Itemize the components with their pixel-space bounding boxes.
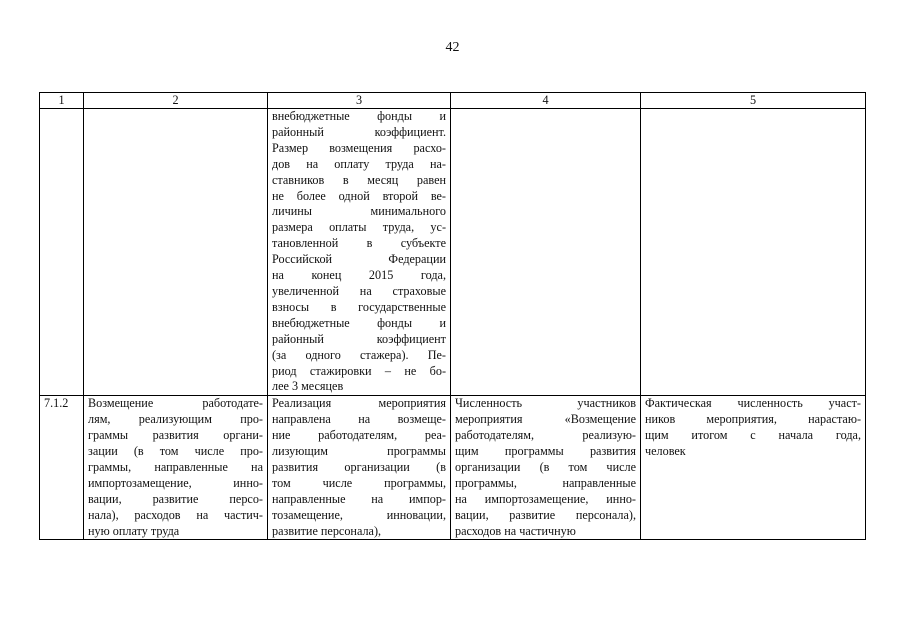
cell-text-line: Реализация мероприятия bbox=[272, 396, 446, 411]
cell-text-line: человек bbox=[645, 444, 686, 459]
cell-measure-name bbox=[84, 396, 268, 540]
cell-text-line: Численность участников bbox=[455, 396, 636, 411]
cell-text-line: районный коэффициент. bbox=[272, 124, 446, 139]
cell-text-line: организации (в том числе bbox=[455, 459, 636, 474]
cell-text-line: увеличенной на страховые bbox=[272, 283, 446, 298]
cell-text-line: ников мероприятия, нарастаю- bbox=[645, 412, 861, 427]
table-header-row bbox=[40, 93, 866, 109]
cell-method bbox=[641, 396, 866, 540]
table-row bbox=[40, 109, 866, 396]
cell-text-line: импортозамещение, инно- bbox=[88, 475, 263, 490]
cell-text-line: не более одной второй ве- bbox=[272, 188, 446, 203]
cell-text-line: размера оплаты труда, ус- bbox=[272, 220, 446, 235]
cell-text-line: направленные на импор- bbox=[272, 491, 446, 506]
cell-text-line: ную оплату труда bbox=[88, 523, 180, 538]
cell-text-line: внебюджетные фонды и bbox=[272, 315, 446, 330]
cell-text-line: программы, направленные bbox=[455, 475, 636, 490]
cell-description bbox=[268, 396, 451, 540]
cell-indicator bbox=[451, 396, 641, 540]
page-number: 42 bbox=[445, 40, 460, 55]
row-number bbox=[40, 109, 84, 396]
cell-text-line: расходов на частичную bbox=[455, 523, 576, 538]
table-row bbox=[40, 396, 866, 540]
cell-text-line: Размер возмещения расхо- bbox=[272, 140, 446, 155]
cell-text-line: личины минимального bbox=[272, 204, 446, 219]
cell-method bbox=[641, 109, 866, 396]
cell-text-line: ние работодателям, реа- bbox=[272, 428, 446, 443]
cell-text-line: Российской Федерации bbox=[272, 252, 446, 267]
cell-text-line: Фактическая численность участ- bbox=[645, 396, 861, 411]
column-header-4: 4 bbox=[451, 93, 641, 109]
cell-text-line: дов на оплату труда на- bbox=[272, 156, 446, 171]
cell-text-line: внебюджетные фонды и bbox=[272, 109, 446, 123]
cell-text-line: развитие персонала), bbox=[272, 523, 382, 538]
cell-text-line: нала), расходов на частич- bbox=[88, 507, 263, 522]
cell-text-line: ставников в месяц равен bbox=[272, 172, 446, 187]
column-header-5: 5 bbox=[641, 93, 866, 109]
cell-text-line: развития организации (в bbox=[272, 459, 446, 474]
cell-text-line: работодателям, реализую- bbox=[455, 428, 636, 443]
cell-text-line: том числе программы, bbox=[272, 475, 446, 490]
column-header-2: 2 bbox=[84, 93, 268, 109]
cell-indicator bbox=[451, 109, 641, 396]
row-number: 7.1.2 bbox=[40, 396, 84, 540]
cell-text-line: лизующим программы bbox=[272, 444, 446, 459]
cell-text-line: щим итогом с начала года, bbox=[645, 428, 861, 443]
cell-text-line: мероприятия «Возмещение bbox=[455, 412, 636, 427]
data-table bbox=[39, 92, 866, 540]
column-header-1: 1 bbox=[40, 93, 84, 109]
cell-text-line: Возмещение работодате- bbox=[88, 396, 263, 411]
cell-measure-name bbox=[84, 109, 268, 396]
cell-text-line: направлена на возмеще- bbox=[272, 412, 446, 427]
cell-text-line: тановленной в субъекте bbox=[272, 236, 446, 251]
cell-text-line: на конец 2015 года, bbox=[272, 268, 446, 283]
cell-text-line: щим программы развития bbox=[455, 444, 636, 459]
cell-text-line: вации, развитие персо- bbox=[88, 491, 263, 506]
cell-text-line: зации (в том числе про- bbox=[88, 444, 263, 459]
cell-text-line: взносы в государственные bbox=[272, 299, 446, 314]
cell-text-line: районный коэффициент bbox=[272, 331, 446, 346]
cell-text-line: лям, реализующим про- bbox=[88, 412, 263, 427]
cell-text-line: лее 3 месяцев bbox=[272, 379, 344, 394]
cell-text-line: граммы, направленные на bbox=[88, 459, 263, 474]
cell-text-line: вации, развитие персонала), bbox=[455, 507, 636, 522]
cell-description bbox=[268, 109, 451, 396]
column-header-3: 3 bbox=[268, 93, 451, 109]
cell-text-line: граммы развития органи- bbox=[88, 428, 263, 443]
cell-text-line: (за одного стажера). Пе- bbox=[272, 347, 446, 362]
cell-text-line: на импортозамещение, инно- bbox=[455, 491, 636, 506]
cell-text-line: риод стажировки – не бо- bbox=[272, 363, 446, 378]
cell-text-line: тозамещение, инновации, bbox=[272, 507, 446, 522]
